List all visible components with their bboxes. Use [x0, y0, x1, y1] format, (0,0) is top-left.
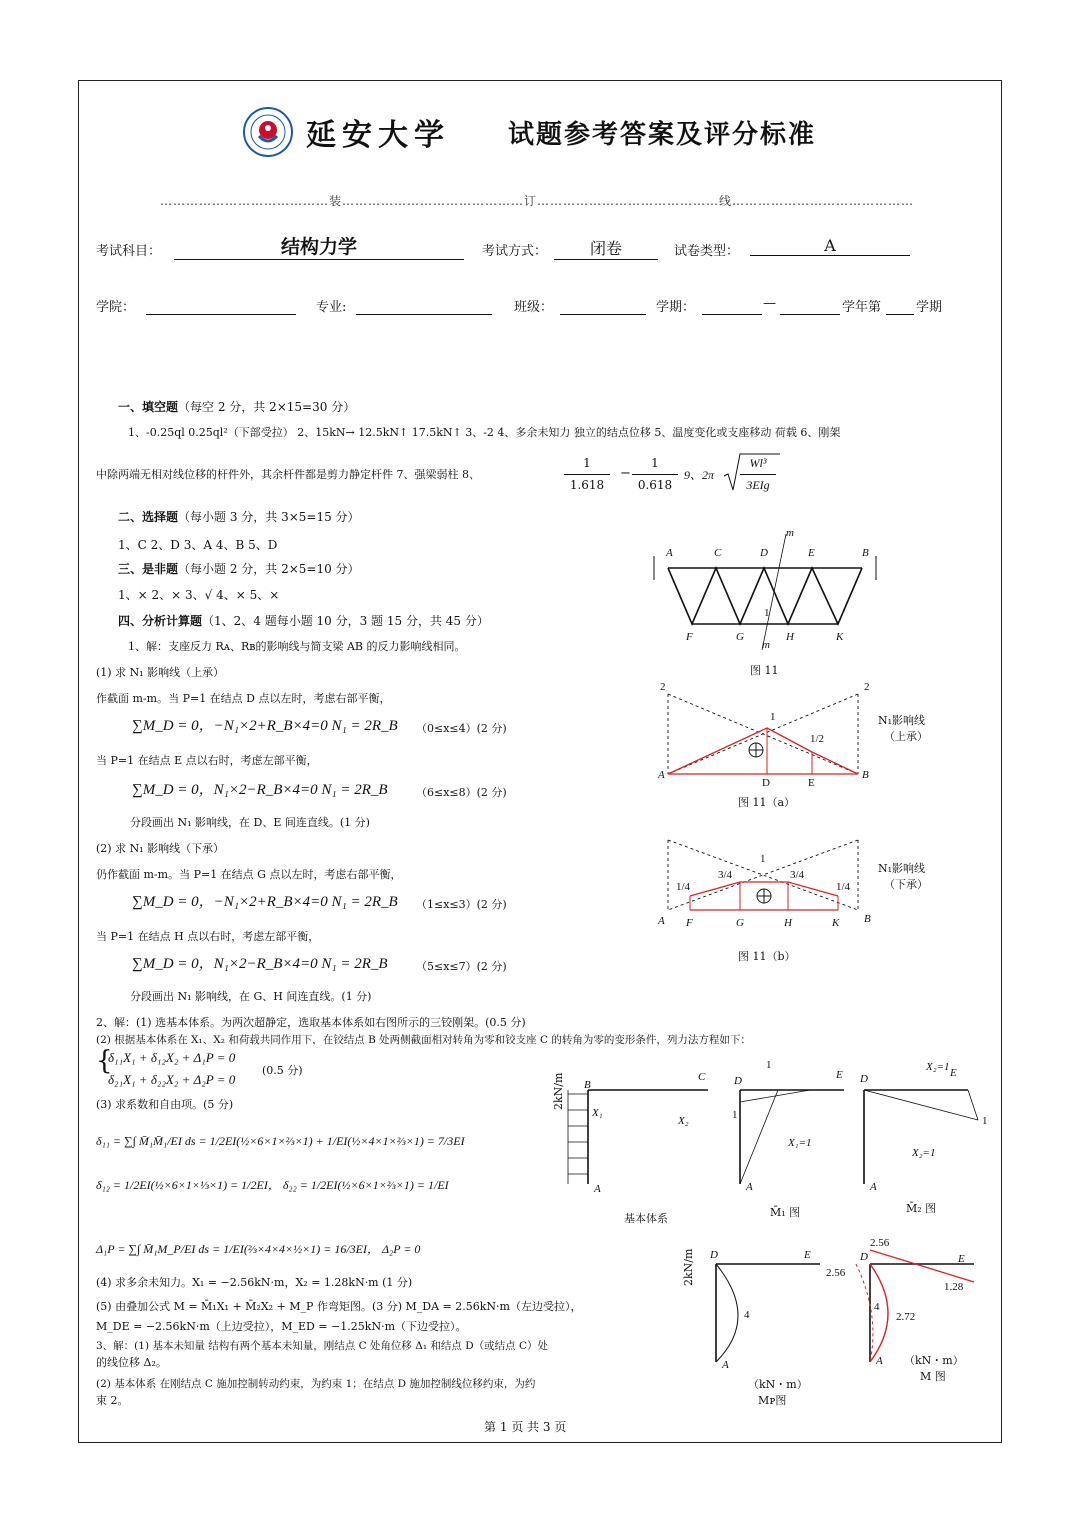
- svg-text:B: B: [584, 1079, 591, 1091]
- svg-text:A: A: [594, 1183, 601, 1195]
- page-title: 试题参考答案及评分标准: [508, 120, 817, 150]
- frac2-den: 0.618: [637, 478, 673, 492]
- svg-text:X₁=1: X₁=1: [788, 1137, 812, 1149]
- subject-field: 结构力学: [174, 232, 464, 260]
- svg-text:1: 1: [760, 853, 766, 865]
- term-end: 学期: [916, 300, 943, 315]
- q2-eq-b: δ₂₁X₁ + δ₂₂X₂ + Δ₂P = 0: [108, 1072, 236, 1087]
- q1-part-b-3: 分段画出 N₁ 影响线，在 G、H 间连直线。(1 分): [130, 990, 372, 1003]
- q1-eq1: ∑M_D = 0，−N₁×2+R_B×4=0 N₁ = 2R_B: [132, 718, 398, 734]
- section1-answers-line1: 1、-0.25ql 0.25ql²（下部受拉） 2、15kN→ 12.5kN↑ 17.5kN↑ 3、-2 4、多余未知力 独立的结点位移 5、温度变化或支座移动 荷载 6、刚架: [128, 426, 841, 439]
- major-field: [356, 300, 492, 315]
- section3-title: 三、是非题: [118, 562, 179, 576]
- svg-text:B: B: [864, 913, 871, 925]
- q1-part-a-1: 作截面 m-m。当 P=1 在结点 D 点以左时，考虑右部平衡，: [96, 692, 391, 705]
- basic-load-label: 2kN/m: [552, 1072, 565, 1110]
- q3-line1: 3、解：(1) 基本未知量 结构有两个基本未知量，刚结点 C 处角位移 Δ₁ 和结点 D（或结点 C）处: [96, 1340, 549, 1352]
- svg-text:A: A: [658, 769, 665, 781]
- svg-text:1: 1: [764, 607, 770, 619]
- svg-text:G: G: [736, 917, 744, 929]
- sqrt-num: Wl³: [749, 456, 767, 470]
- term-field-end: [780, 300, 840, 315]
- svg-text:A: A: [666, 547, 673, 559]
- university-logo: [242, 106, 294, 162]
- svg-text:X₂: X₂: [678, 1115, 689, 1127]
- q2-step5b: M_DE = −2.56kN·m（上边受拉），M_ED = −1.25kN·m（下边受拉）。: [96, 1320, 467, 1333]
- svg-text:1/4: 1/4: [836, 881, 851, 893]
- svg-text:3/4: 3/4: [718, 869, 733, 881]
- svg-text:1: 1: [982, 1115, 988, 1127]
- upper-line-label1: N₁影响线: [878, 714, 926, 727]
- answer9-prefix: 9、2π: [684, 468, 715, 482]
- q1-eq3: ∑M_D = 0，−N₁×2+R_B×4=0 N₁ = 2R_B: [132, 894, 398, 910]
- svg-text:E: E: [808, 777, 815, 789]
- lower-line-label2: （下承）: [884, 878, 928, 891]
- college-label: 学院：: [96, 300, 136, 315]
- frac-minus: −: [620, 466, 631, 481]
- frac1-bar: [564, 474, 610, 475]
- sqrt-den: 3EIg: [746, 478, 770, 492]
- section4-note: （1、2、4 题每小题 10 分，3 题 15 分，共 45 分）: [202, 614, 489, 628]
- svg-text:2.56: 2.56: [870, 1237, 890, 1249]
- m-caption: M 图: [920, 1370, 946, 1383]
- m2-caption: M̄₂ 图: [906, 1202, 937, 1215]
- svg-text:2: 2: [864, 681, 870, 693]
- binding-line: …………………………………装……………………………………订……………………………………线……………………………………: [160, 194, 915, 208]
- college-field: [146, 300, 296, 315]
- class-label: 班级：: [514, 300, 554, 315]
- q2-delta11: δ₁₁ = ∑∫ M̄₁M̄₁/EI ds = 1/2EI(½×6×1×⅔×1) + 1/EI(½×4×1×⅔×1) = 7/3EI: [96, 1134, 465, 1148]
- svg-text:D: D: [762, 777, 770, 789]
- svg-text:C: C: [698, 1071, 706, 1083]
- q1-eq4-note: （5≤x≤7）(2 分): [416, 960, 507, 973]
- q1-eq3-note: （1≤x≤3）(2 分): [416, 898, 507, 911]
- svg-text:G: G: [736, 631, 744, 643]
- svg-text:E: E: [808, 547, 815, 559]
- svg-text:C: C: [714, 547, 722, 559]
- svg-text:2: 2: [660, 681, 666, 693]
- q3-line4: 束 2。: [96, 1394, 129, 1407]
- class-field: [560, 300, 646, 315]
- basic-system-caption: 基本体系: [624, 1212, 668, 1225]
- svg-text:4: 4: [744, 1309, 750, 1321]
- mp-load-label: 2kN/m: [682, 1248, 695, 1286]
- truss-diagram: [640, 520, 900, 680]
- svg-text:4: 4: [874, 1301, 880, 1313]
- fig11b-caption: 图 11（b）: [738, 950, 796, 963]
- q1-part-a-3: 分段画出 N₁ 影响线，在 D、E 间连直线。(1 分): [130, 816, 370, 829]
- svg-text:2.72: 2.72: [896, 1311, 916, 1323]
- q3-line2: 的线位移 Δ₂。: [96, 1356, 167, 1369]
- lower-line-label1: N₁影响线: [878, 862, 926, 875]
- term-number-field: [886, 300, 914, 315]
- equation-brace: {: [96, 1046, 113, 1076]
- svg-text:H: H: [786, 631, 794, 643]
- svg-text:2.56: 2.56: [826, 1267, 846, 1279]
- svg-text:K: K: [836, 631, 844, 643]
- q2-delta12-22: δ₁₂ = 1/2EI(½×6×1×⅓×1) = 1/2EI， δ₂₂ = 1/2EI(½×6×1×⅔×1) = 1/EI: [96, 1178, 449, 1192]
- page-footer: 第 1 页 共 3 页: [484, 1420, 567, 1434]
- q1-part-b: (2) 求 N₁ 影响线（下承）: [96, 842, 225, 855]
- force-method-frames: [548, 1054, 998, 1224]
- type-field: A: [750, 236, 910, 256]
- q2-step4: (4) 求多余未知力。X₁ = −2.56kN·m，X₂ = 1.28kN·m (1 分): [96, 1276, 413, 1289]
- q2-step5a: (5) 由叠加公式 M = M̄₁X₁ + M̄₂X₂ + M_P 作弯矩图。(3 分) M_DA = 2.56kN·m（左边受拉），: [96, 1300, 582, 1313]
- section2-answers: 1、C 2、D 3、A 4、B 5、D: [118, 538, 278, 552]
- svg-text:E: E: [950, 1067, 957, 1079]
- svg-text:m: m: [786, 527, 794, 539]
- q2-step2: (2) 根据基本体系在 X₁、X₂ 和荷载共同作用下，在铰结点 B 处两侧截面相对转角为零和铰支座 C 的转角为零的变形条件，列力法方程如下：: [96, 1034, 751, 1046]
- svg-text:E: E: [804, 1249, 811, 1261]
- q1-eq2-note: （6≤x≤8）(2 分): [416, 786, 507, 799]
- svg-text:X₁: X₁: [592, 1107, 603, 1119]
- major-label: 专业:: [316, 300, 347, 315]
- influence-line-upper: [660, 680, 870, 790]
- svg-text:B: B: [862, 547, 869, 559]
- section4-title: 四、分析计算题: [118, 614, 203, 628]
- svg-text:F: F: [686, 917, 693, 929]
- term-label: 学期：: [656, 300, 696, 315]
- mp-caption: Mᴘ图: [758, 1394, 787, 1407]
- influence-line-lower: [660, 834, 870, 934]
- frac2-num: 1: [651, 456, 659, 470]
- method-label: 考试方式：: [482, 244, 548, 259]
- q2-step1: 2、解：(1) 选基本体系。为两次超静定，选取基本体系如右图所示的三铰刚架。(0.5 分): [96, 1016, 526, 1029]
- svg-text:D: D: [710, 1249, 718, 1261]
- fig11a-caption: 图 11（a）: [738, 796, 796, 809]
- svg-text:A: A: [746, 1181, 753, 1193]
- q1-eq2: ∑M_D = 0，N₁×2−R_B×4=0 N₁ = 2R_B: [132, 782, 388, 798]
- term-field-start: [702, 300, 762, 315]
- svg-text:3/4: 3/4: [790, 869, 805, 881]
- svg-text:A: A: [722, 1359, 729, 1371]
- q2-eq-a: δ₁₁X₁ + δ₁₂X₂ + Δ₁P = 0: [108, 1050, 236, 1065]
- svg-text:1/2: 1/2: [810, 733, 825, 745]
- svg-text:1: 1: [770, 711, 776, 723]
- svg-text:1/4: 1/4: [676, 881, 691, 893]
- q2-step3: (3) 求系数和自由项。(5 分): [96, 1098, 234, 1111]
- section3-answers: 1、× 2、× 3、√ 4、× 5、×: [118, 588, 280, 602]
- m1-caption: M̄₁ 图: [770, 1206, 801, 1219]
- svg-text:A: A: [658, 915, 665, 927]
- svg-text:1: 1: [732, 1109, 738, 1121]
- type-label: 试卷类型：: [674, 244, 740, 259]
- q1-eq1-note: （0≤x≤4）(2 分): [416, 722, 507, 735]
- q1-intro: 1、解：支座反力 Rᴀ、Rʙ的影响线与简支梁 AB 的反力影响线相同。: [128, 640, 466, 653]
- svg-text:D: D: [760, 547, 768, 559]
- svg-text:E: E: [958, 1253, 965, 1265]
- q1-part-b-2: 当 P=1 在结点 H 点以右时，考虑左部平衡，: [96, 930, 320, 943]
- svg-text:m: m: [762, 639, 770, 651]
- svg-text:D: D: [860, 1251, 868, 1263]
- section3-note: （每小题 2 分，共 2×5=10 分）: [178, 562, 360, 576]
- section1-note: （每空 2 分，共 2×15=30 分）: [178, 400, 356, 414]
- section2-note: （每小题 3 分，共 3×5=15 分）: [178, 510, 360, 524]
- section1-title: 一、填空题: [118, 400, 179, 414]
- q1-part-b-1: 仍作截面 m-m。当 P=1 在结点 G 点以左时，考虑右部平衡，: [96, 868, 402, 881]
- sqrt-bar: [740, 474, 776, 475]
- term-suffix: 学年第: [842, 300, 882, 315]
- svg-text:1.28: 1.28: [944, 1281, 964, 1293]
- svg-text:A: A: [870, 1181, 877, 1193]
- frac1-num: 1: [583, 456, 591, 470]
- school-name: 延安大学: [306, 118, 450, 153]
- svg-text:K: K: [832, 917, 840, 929]
- mp-unit: （kN・m）: [748, 1378, 808, 1391]
- svg-text:D: D: [734, 1075, 742, 1087]
- frac2-bar: [632, 474, 678, 475]
- svg-text:X₂=1: X₂=1: [926, 1061, 950, 1073]
- q2-Delta1P: Δ₁P = ∑∫ M̄₁M_P/EI ds = 1/EI(⅔×4×4×½×1) = 16/3EI， Δ₂P = 0: [96, 1242, 421, 1256]
- svg-text:X₂=1: X₂=1: [912, 1147, 936, 1159]
- section1-answers-line2: 中除两端无相对线位移的杆件外，其余杆件都是剪力静定杆件 7、强梁弱柱 8、: [96, 468, 480, 481]
- fig11-caption: 图 11: [750, 664, 779, 677]
- q1-part-a-2: 当 P=1 在结点 E 点以右时，考虑左部平衡，: [96, 754, 318, 767]
- svg-text:F: F: [686, 631, 693, 643]
- section2-title: 二、选择题: [118, 510, 179, 524]
- svg-text:1: 1: [766, 1059, 772, 1071]
- m-unit: （kN・m）: [904, 1354, 964, 1367]
- q3-line3: (2) 基本体系 在刚结点 C 施加控制转动约束，为约束 1；在结点 D 施加控制线位移约束，为约: [96, 1378, 536, 1390]
- method-field: 闭卷: [554, 236, 658, 260]
- svg-text:E: E: [836, 1069, 843, 1081]
- q1-eq4: ∑M_D = 0，N₁×2−R_B×4=0 N₁ = 2R_B: [132, 956, 388, 972]
- svg-text:D: D: [860, 1073, 868, 1085]
- frac1-den: 1.618: [569, 478, 605, 492]
- svg-text:B: B: [862, 769, 869, 781]
- subject-label: 考试科目：: [96, 244, 162, 259]
- upper-line-label2: （上承）: [884, 730, 928, 743]
- term-dash: —: [763, 296, 776, 311]
- svg-text:H: H: [784, 917, 792, 929]
- q1-part-a: (1) 求 N₁ 影响线（上承）: [96, 666, 225, 679]
- q2-eq-note: (0.5 分): [262, 1064, 303, 1077]
- svg-text:A: A: [876, 1355, 883, 1367]
